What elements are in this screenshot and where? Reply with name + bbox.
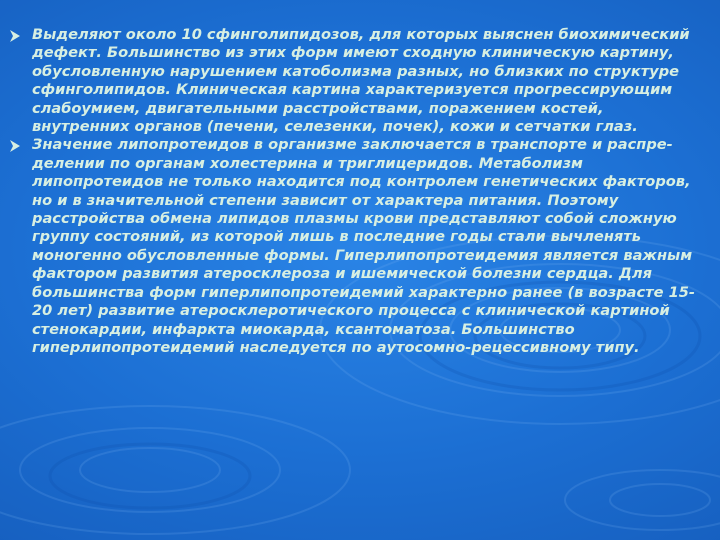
bullet-list [10,26,702,357]
list-item-text: Значение липопротеидов в организме заключается в транспорте и распре-делении по органам холестерина и триглицеридов. Метаболизм липопротеидов не только находится под контролем генетических факторов, но и в значительной степени зависит от характера питания. Поэтому расстройства обмена липидов плазмы крови представляют собой сложную группу состояний, из которой лишь в последние годы стали вычленять моногенно обусловленные формы. Гиперлипопротеидемия является важным фактором развития атеросклероза и ишемической болезни сердца. Для большинства форм гиперлипопротеидемий характерно ранее (в возрасте 15-20 лет) развитие атеросклеротического процесса с клинической картиной стенокардии, инфаркта миокарда, ксантоматоза. Большинство гиперлипопротеидемий наследуется по аутосомно-рецессивному типу. [32,136,695,356]
list-item [10,26,702,136]
arrowhead-bullet-icon [10,30,20,42]
arrowhead-bullet-icon [10,140,20,152]
list-item [10,136,702,357]
list-item-text: Выделяют около 10 сфинголипидозов, для которых выяснен биохимический дефект. Большинство из этих форм имеют сходную клиническую картину, обусловленную нарушением катоболизма разных, но близких по структуре сфинголипидов. Клиническая картина характеризуется прогрессирующим слабоумием, двигательными расстройствами, поражением костей, внутренних органов (печени, селезенки, почек), кожи и сетчатки глаз. [32,26,690,136]
